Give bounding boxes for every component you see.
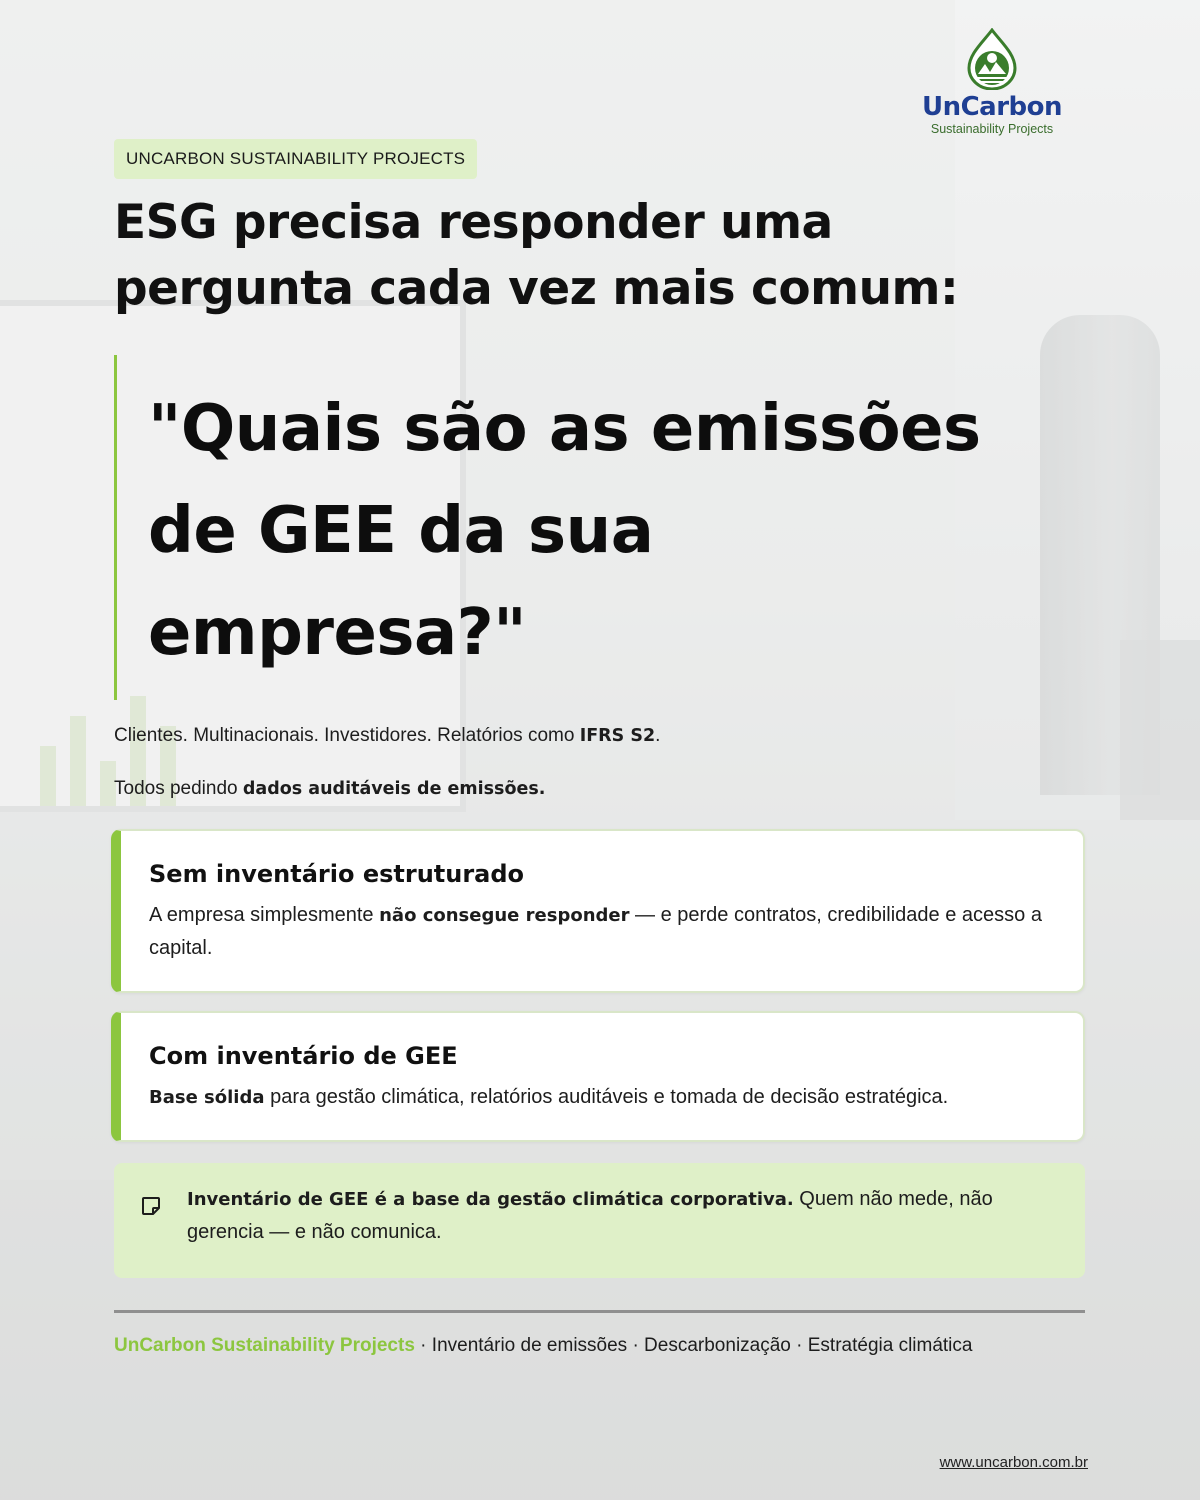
leaf-drop-icon <box>963 28 1021 90</box>
footer-divider <box>114 1310 1085 1313</box>
pull-quote <box>148 378 1088 684</box>
note-bold: Inventário de GEE é a base da gestão climática corporativa. <box>187 1189 794 1210</box>
card-body-pre: A empresa simplesmente <box>149 904 380 926</box>
key-takeaway-note <box>114 1163 1085 1278</box>
footer-brand: UnCarbon Sustainability Projects <box>114 1335 415 1356</box>
headline-line-1: ESG precisa responder uma <box>114 195 833 250</box>
footer-line <box>114 1334 972 1358</box>
lead2-bold: dados auditáveis de emissões. <box>242 779 546 799</box>
card-body <box>149 1081 1049 1114</box>
card-with-inventory <box>111 1011 1085 1142</box>
quote-line-2: de GEE da sua <box>148 494 654 568</box>
lead1-text: Clientes. Multinacionais. Investidores. Relatórios como <box>114 725 580 746</box>
card-without-inventory <box>111 829 1085 993</box>
category-tag: UNCARBON SUSTAINABILITY PROJECTS <box>114 139 477 179</box>
quote-accent-rule <box>114 355 117 700</box>
note-text <box>187 1183 1057 1248</box>
headline <box>114 190 1074 322</box>
card-body-post: para gestão climática, relatórios auditáveis e tomada de decisão estratégica. <box>264 1086 949 1108</box>
footer-services: · Inventário de emissões · Descarbonização · Estratégia climática <box>414 1335 973 1356</box>
lead1-end: . <box>655 725 661 746</box>
lead-paragraph-1 <box>114 724 1014 748</box>
logo-brand: UnCarbon <box>921 92 1063 122</box>
sticky-note-icon <box>140 1195 162 1217</box>
quote-line-1: "Quais são as emissões <box>148 392 981 466</box>
logo-subtitle: Sustainability Projects <box>930 122 1054 136</box>
lead1-bold: IFRS S2 <box>579 726 656 746</box>
card-body-post: — e perde contratos, credibilidade e acesso a capital. <box>149 904 1042 959</box>
headline-line-2: pergunta cada vez mais comum: <box>114 261 959 316</box>
lead2-text: Todos pedindo <box>114 778 243 799</box>
card-body-bold: não consegue responder <box>379 905 630 926</box>
note-rest: Quem não mede, não gerencia — e não comunica. <box>187 1188 993 1243</box>
website-link[interactable]: www.uncarbon.com.br <box>939 1454 1088 1471</box>
card-body-bold: Base sólida <box>149 1087 265 1108</box>
card-body <box>149 899 1049 964</box>
card-title: Sem inventário estruturado <box>149 860 525 888</box>
uncarbon-logo <box>912 28 1072 138</box>
card-title: Com inventário de GEE <box>149 1042 458 1070</box>
lead-paragraph-2 <box>114 777 1014 801</box>
quote-line-3: empresa?" <box>148 596 527 670</box>
